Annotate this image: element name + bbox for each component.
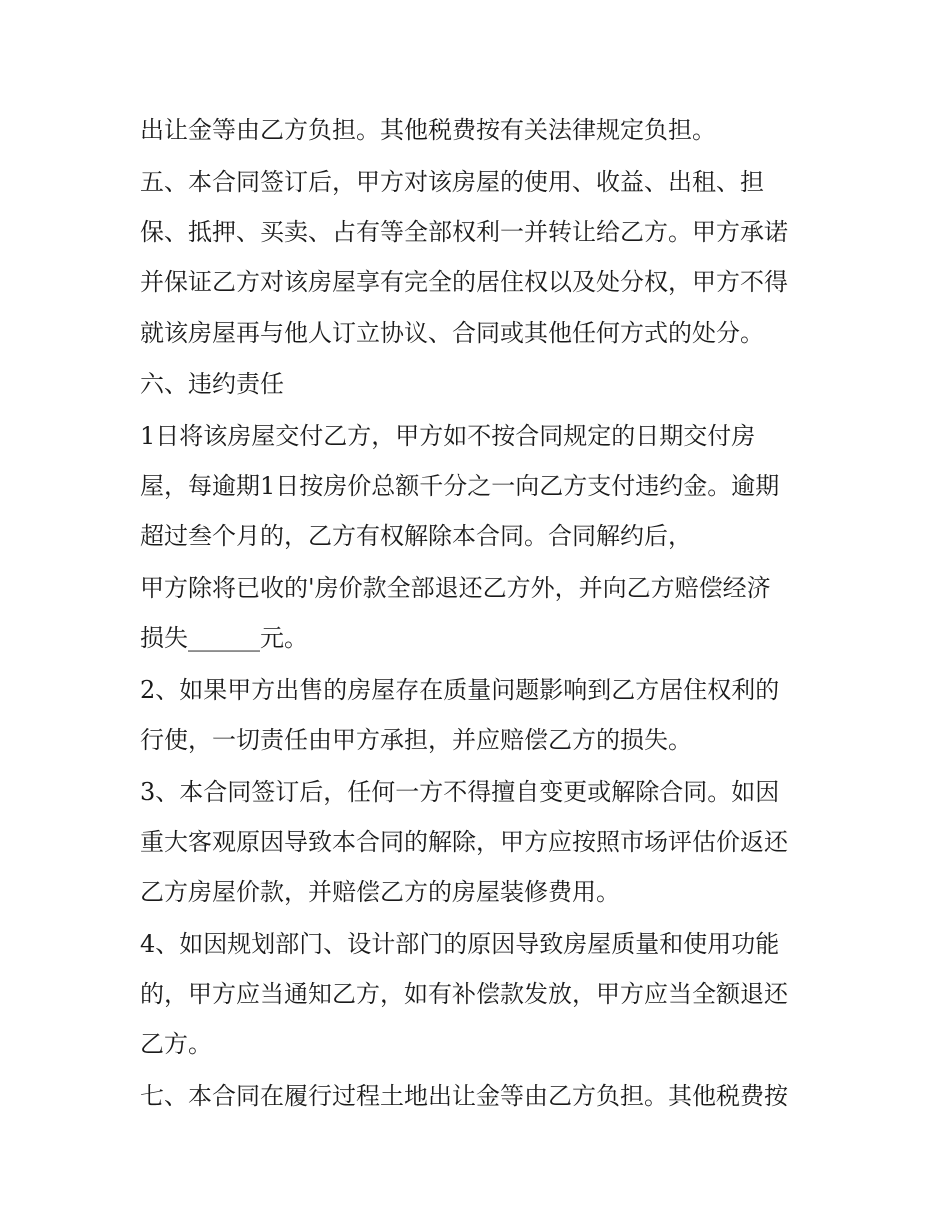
text-line: 屋，每逾期1日按房价总额千分之一向乙方支付违约金。逾期 <box>140 472 780 500</box>
text-line: 出让金等由乙方负担。其他税费按有关法律规定负担。 <box>140 116 716 144</box>
text-line: 乙方房屋价款，并赔偿乙方的房屋装修费用。 <box>140 878 620 906</box>
text-line: 3、本合同签订后，任何一方不得擅自变更或解除合同。如因 <box>140 778 780 806</box>
text-line: 并保证乙方对该房屋享有完全的居住权以及处分权，甲方不得 <box>140 268 788 296</box>
text-line: 五、本合同签订后，甲方对该房屋的使用、收益、出租、担 <box>140 168 764 196</box>
text-line: 的，甲方应当通知乙方，如有补偿款发放，甲方应当全额退还 <box>140 980 788 1008</box>
text-line: 就该房屋再与他人订立协议、合同或其他任何方式的处分。 <box>140 319 764 347</box>
text-line: 1日将该房屋交付乙方，甲方如不按合同规定的日期交付房 <box>140 422 756 450</box>
text-line: 行使，一切责任由甲方承担，并应赔偿乙方的损失。 <box>140 726 692 754</box>
text-line: 乙方。 <box>140 1030 212 1058</box>
text-line: 保、抵押、买卖、占有等全部权利一并转让给乙方。甲方承诺 <box>140 218 788 246</box>
text-line: 4、如因规划部门、设计部门的原因导致房屋质量和使用功能 <box>140 930 780 958</box>
text-line: 损失______元。 <box>140 624 308 652</box>
text-line: 超过叁个月的，乙方有权解除本合同。合同解约后， <box>140 522 692 550</box>
text-line: 重大客观原因导致本合同的解除，甲方应按照市场评估价返还 <box>140 828 788 856</box>
text-line: 甲方除将已收的'房价款全部退还乙方外，并向乙方赔偿经济 <box>140 574 771 602</box>
text-line: 七、本合同在履行过程土地出让金等由乙方负担。其他税费按 <box>140 1082 788 1110</box>
section-heading: 六、违约责任 <box>140 370 284 398</box>
text-line: 2、如果甲方出售的房屋存在质量问题影响到乙方居住权利的 <box>140 676 780 704</box>
